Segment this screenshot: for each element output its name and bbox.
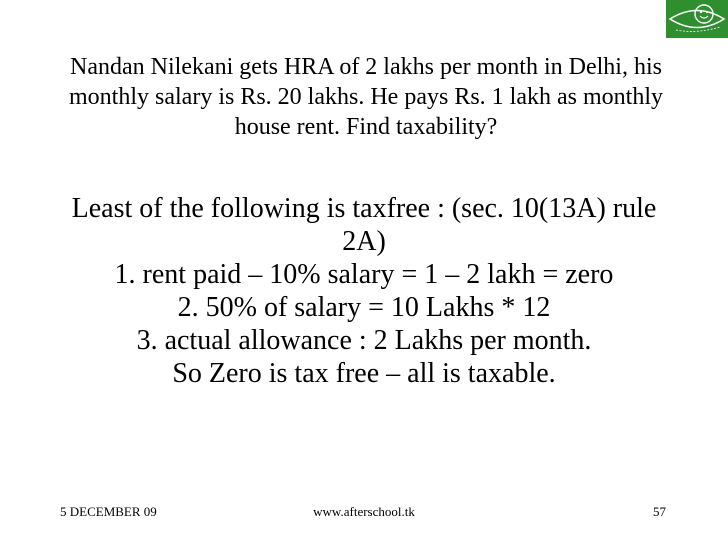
footer-page-number: 57 <box>653 504 666 519</box>
logo <box>666 0 728 38</box>
smiley-eye-logo-icon <box>666 0 728 38</box>
footer-date: 5 DECEMBER 09 <box>60 504 157 519</box>
point-1: 1. rent paid – 10% salary = 1 – 2 lakh = zero <box>114 259 614 290</box>
point-3: 3. actual allowance : 2 Lakhs per month. <box>136 325 592 356</box>
slide-body <box>52 192 676 390</box>
conclusion-line: So Zero is tax free – all is taxable. <box>172 358 556 389</box>
intro-line: Least of the following is taxfree : (sec. 10(13A) rule 2A) <box>71 193 657 257</box>
footer-url: www.afterschool.tk <box>313 504 415 519</box>
slide-title: Nandan Nilekani gets HRA of 2 lakhs per month in Delhi, his monthly salary is Rs. 20 lakhs. He pays Rs. 1 lakh as monthly house rent. Find taxability? <box>69 54 663 140</box>
point-2: 2. 50% of salary = 10 Lakhs * 12 <box>177 292 551 323</box>
